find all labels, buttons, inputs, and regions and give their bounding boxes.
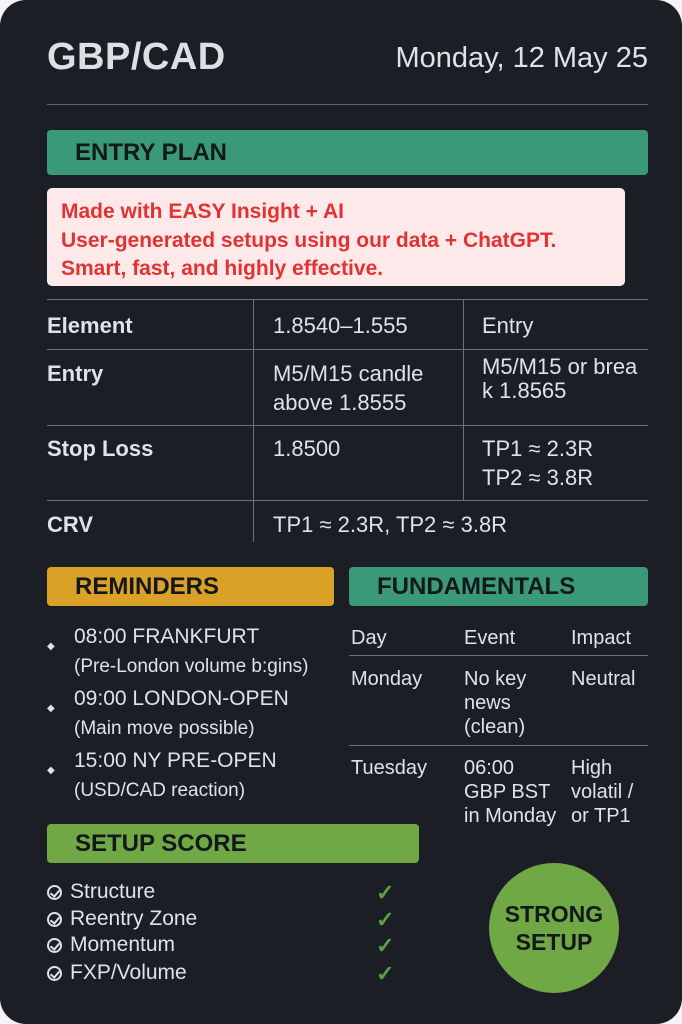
table-cell: [273, 359, 423, 417]
score-item: [47, 880, 155, 904]
fund-day: Monday: [351, 668, 423, 690]
fund-impact-line: High: [571, 757, 613, 779]
table-divider: [47, 349, 648, 350]
setup-score-label: SETUP SCORE: [75, 829, 247, 857]
table-divider: [47, 425, 648, 426]
reminder-note: (Pre-London volume b:gins): [74, 656, 309, 677]
check-circle-icon: [47, 885, 62, 900]
date-label: Monday, 12 May 25: [395, 42, 648, 74]
fund-impact: Neutral: [571, 668, 636, 690]
fundamentals-header: [349, 567, 648, 606]
score-item: [47, 907, 197, 931]
strong-setup-badge: [489, 863, 619, 993]
table-cell-line: TP2 ≈ 3.8R: [482, 465, 594, 490]
fund-event-line: news: [464, 692, 511, 714]
check-circle-icon: [47, 966, 62, 981]
fund-event: [464, 667, 526, 739]
reminder-time: 08:00 FRANKFURT: [74, 625, 260, 648]
bullet-icon: ◆: [47, 765, 55, 776]
bullet-icon: ◆: [47, 703, 55, 714]
table-border-top: [47, 299, 648, 300]
verdict-line-1: STRONG: [504, 901, 604, 927]
score-item: [47, 933, 175, 957]
notice-line-1: Made with EASY Insight + AI: [61, 200, 344, 223]
table-cell-line: M5/M15 or brea: [482, 354, 638, 379]
notice-line-2: User-generated setups using our data + ChatGPT.: [61, 228, 557, 252]
table-cell-line: above 1.8555: [273, 390, 407, 415]
table-cell: 1.8540–1.555: [273, 313, 408, 338]
table-col-divider: [463, 299, 464, 500]
checkmark-icon: ✓: [376, 933, 395, 958]
checkmark-icon: ✓: [376, 880, 395, 905]
fund-col-header: Event: [464, 627, 516, 649]
table-cell: 1.8500: [273, 436, 341, 461]
reminder-note: (USD/CAD reaction): [74, 780, 246, 801]
checkmark-icon: ✓: [376, 907, 395, 932]
reminder-note: (Main move possible): [74, 718, 255, 739]
setup-score-header: [47, 824, 419, 863]
table-cell-line: k 1.8565: [482, 378, 567, 403]
table-col-divider: [253, 299, 254, 542]
table-cell: Entry: [482, 313, 534, 338]
fund-event: [464, 756, 556, 828]
fund-col-header: Impact: [571, 627, 632, 649]
verdict-line-2: SETUP: [515, 929, 593, 955]
fund-day: Tuesday: [351, 757, 427, 779]
reminder-time: 09:00 LONDON-OPEN: [74, 687, 289, 710]
entry-plan-header: [47, 130, 648, 175]
fund-event-line: (clean): [464, 716, 526, 738]
pair-title: GBP/CAD: [47, 36, 226, 78]
fund-event-line: GBP BST: [464, 781, 551, 803]
entry-plan-label: ENTRY PLAN: [75, 138, 228, 166]
notice-line-3: Smart, fast, and highly effective.: [61, 257, 384, 280]
table-cell: Stop Loss: [47, 436, 154, 461]
score-item-label: Momentum: [70, 933, 176, 956]
table-divider: [47, 500, 648, 501]
table-cell: [482, 434, 593, 492]
table-cell-line: TP1 ≈ 2.3R: [482, 436, 594, 461]
fund-event-line: in Monday: [464, 805, 557, 827]
score-item-label: Reentry Zone: [70, 907, 198, 930]
score-item-label: FXP/Volume: [70, 961, 187, 984]
checkmark-icon: ✓: [376, 961, 395, 986]
table-cell: [482, 355, 637, 403]
fund-impact: [571, 756, 633, 828]
fund-impact-line: or TP1: [571, 805, 631, 827]
table-cell: TP1 ≈ 2.3R, TP2 ≈ 3.8R: [273, 512, 508, 537]
reminders-header: [47, 567, 334, 606]
check-circle-icon: [47, 912, 62, 927]
check-circle-icon: [47, 938, 62, 953]
table-cell: Entry: [47, 361, 104, 386]
fundamentals-label: FUNDAMENTALS: [377, 572, 576, 600]
fund-divider: [349, 745, 648, 746]
fund-event-line: No key: [464, 668, 527, 690]
fund-col-header: Day: [351, 627, 387, 649]
score-item: [47, 961, 187, 985]
table-cell-line: M5/M15 candle: [273, 361, 424, 386]
fund-event-line: 06:00: [464, 757, 515, 779]
header-divider: [47, 104, 648, 105]
score-item-label: Structure: [70, 880, 156, 903]
reminders-label: REMINDERS: [75, 572, 220, 600]
table-cell: CRV: [47, 512, 94, 537]
fund-impact-line: volatil /: [571, 781, 634, 803]
reminder-time: 15:00 NY PRE-OPEN: [74, 749, 277, 772]
ai-notice-box: [47, 188, 625, 286]
bullet-icon: ◆: [47, 641, 55, 652]
table-cell: Element: [47, 313, 133, 338]
fund-divider: [349, 655, 648, 656]
